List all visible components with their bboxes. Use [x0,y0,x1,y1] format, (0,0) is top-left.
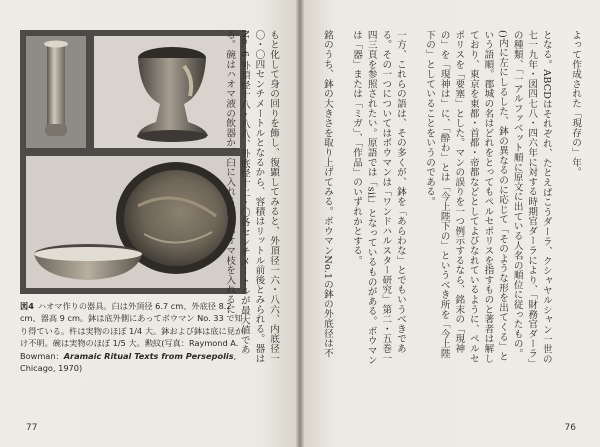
right-page-body-text: よって作成された「現存の」年。 となる。ABCDはそれぞれ、たとえばこうダーラ、クシャヤルシャン一世の七一九年・図四七八・四六年に対する時期官ダーラにより、「財務官ダーラ」の種類、「一アルファベット順に原文に出ている人名の順位に従ったもの。()内に左にしるした、鉢の異なるのに応じて「そのような形を出てくる」という語順。郡城の名はどれをとってもペルセポリスを指すものと著者は解しており、東京を東都・首都・帝都などとしてよびなれているように、ペルセポリスを「要塞」とした。マンの誤りを一つ例示するなら、銘末の「現神の」を「現神は」に、「酔わ」とは「今上陛下の」というべき所を「今上陛下の」としていることをいうのである。 一方、これらの語は、その多くが、鉢を「あらわな」とでもいうべきである。その一つについてはボウマンは「ワンドハルスター研究」第二・五巻一四三頁を参照されたい。原語では「sii」となっているものがある。ボウマンは「器」または「ミガ」、「作品」のいずれかとする。 銘のうち、鉢の大きさを取り上げてみる。ボウマンNo.1の鉢の外底径は不 [321,30,581,366]
figure-caption-text: ハオマ作りの器具。臼は外頂径 6.7 cm、外底径 8.2 cm、器高 9 cm。鉢は底外側にあってボウマン No. 33 で知り得ている。杵は実物のほぼ 1/4 大。鉢および鉢は底に見かけ不明。碗は実物のほぼ 1/5 大。勲紋(写真： [20,301,244,349]
left-page [0,0,296,447]
figure-credit-tail: , Chicago, 1970) [20,350,237,374]
photo-pestle [26,36,86,148]
book-gutter [296,0,304,447]
page-number-left: 77 [26,423,38,433]
page-number-right: 76 [564,423,576,433]
left-page-body-text: もと化して身の回りを飾し、復顕してみると、外頂径一六・八六、内底径一〇・〇四センチメートルとなるから、容積はリットル前後とみられる。器は No. 6 外頂径十八・八八、外底径十二・〇各センチメートルが最大値である。碗はハオマ液の飲器か、臼に入れる酵にハオマ枝を入れるに [224,30,279,366]
figure-label: 図4 [20,301,34,311]
right-page [304,0,600,447]
figure-credit-author: Raymond A. Bowman： [20,338,239,361]
figure-credit-title: Aramaic Ritual Texts from Persepolis [63,350,234,361]
